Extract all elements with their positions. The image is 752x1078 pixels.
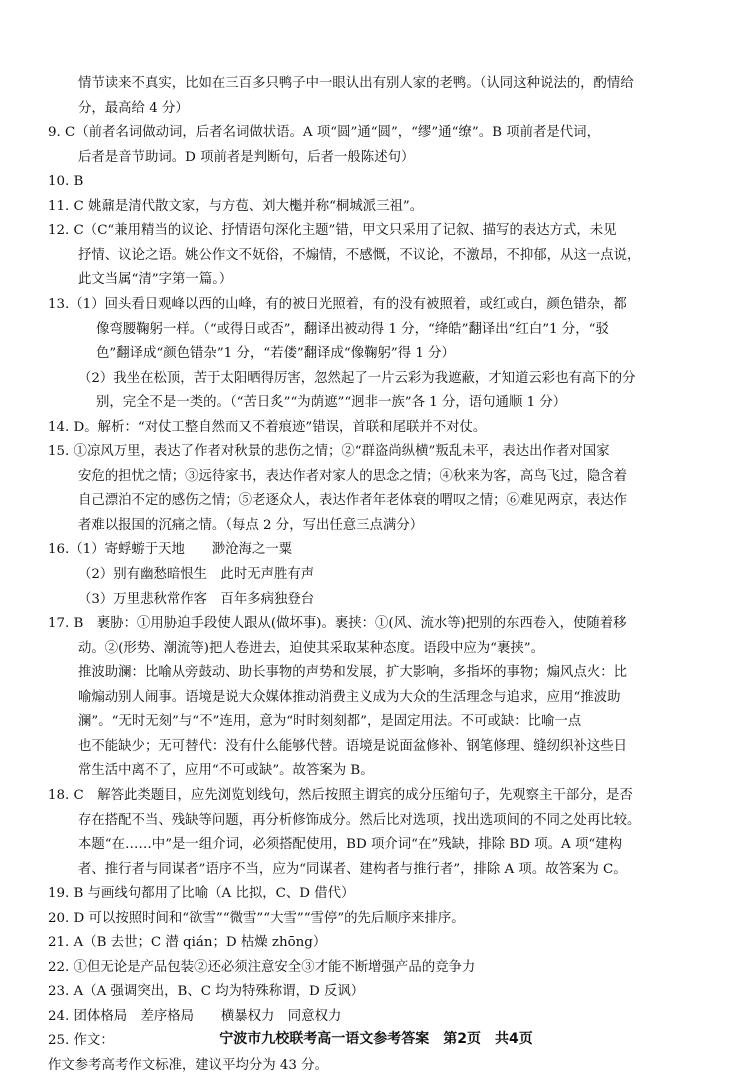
answer-line-q13c: 色”翻译成“颜色错杂”1 分，“若偻”翻译成“像鞠躬”得 1 分） — [96, 346, 455, 362]
answer-line-q16b: （2）别有幽愁暗恨生 此时无声胜有声 — [78, 567, 315, 582]
answer-line-q13d: （2）我坐在松顶，苦于太阳晒得厉害，忽然起了一片云彩为我遮蔽，才知道云彩也有高下的分 — [78, 370, 636, 386]
answer-line-q20: 20. D 可以按照时间和“欲雪”“微雪”“大雪”“雪停”的先后顺序来排序。 — [48, 910, 465, 926]
answer-line-q22: 22. ①但无论是产品包装②还必须注意安全③才能不断增强产品的竞争力 — [48, 959, 476, 975]
answer-line-q12b: 抒情、议论之语。姚公作文不妩俗，不煽情，不感慨，不议论，不激昂，不抑郁，从这一点说， — [78, 247, 641, 263]
answer-line-q17g: 常生活中离不了，应用“不可或缺”。故答案为 B。 — [78, 763, 374, 779]
answer-line-q23: 23. A（A 强调突出，B、C 均为特殊称谓，D 反讽） — [48, 984, 365, 1000]
page-footer: 宁波市九校联考高一语文参考答案 第2页 共4页 — [219, 1031, 533, 1047]
answer-line-q19: 19. B 与画线句都用了比喻（A 比拟，C、D 借代） — [48, 886, 355, 902]
answer-line-q11: 11. C 姚鼐是清代散文家，与方苞、刘大櫆并称“桐城派三祖”。 — [48, 198, 424, 214]
answer-line-q24: 24. 团体格局 差序格局 横暴权力 同意权力 — [48, 1008, 342, 1024]
answer-line-q17d: 喻煽动别人闹事。语境是说大众媒体推动消费主义成为大众的生活理念与追求，应用“推波助 — [78, 689, 621, 705]
answer-line-q9: 9. C（前者名词做动词，后者名词做状语。A 项“圆”通“圆”，“缪”通“缭”。B 项前者是代词， — [48, 125, 600, 141]
answer-line-q17c: 推波助澜：比喻从旁鼓动、助长事物的声势和发展，扩大影响，多指坏的事物；煽风点火：比 — [78, 665, 628, 681]
answer-line-q12: 12. C（C“兼用精当的议论、抒情语句深化主题”错，甲文只采用了记叙、描写的表达方式，未见 — [48, 223, 617, 239]
answer-line-q25: 25. 作文： — [48, 1033, 114, 1049]
answer-line-q18b: 存在搭配不当、残缺等问题，再分析修饰成分。然后比对选项，找出选项间的不同之处再比较。 — [78, 812, 641, 828]
answer-line-q17e: 澜”。“无时无刻”与“不”连用，意为“时时刻刻都”，是固定用法。不可或缺：比喻一点 — [78, 714, 582, 730]
answer-line-l1: 情节读来不真实，比如在三百多只鸭子中一眼认出有别人家的老鸭。（认同这种说法的，酌情给 — [78, 76, 634, 91]
answer-line-q15b: 安危的担忧之情；③远待家书，表达作者对家人的思念之情；④秋来为客，高鸟飞过，隐含着 — [78, 468, 628, 484]
answer-line-q9b: 后者是音节助词。D 项前者是判断句，后者一般陈述句） — [78, 149, 415, 165]
answer-line-q14: 14. D。解析：“对仗工整自然而又不着痕迹”错误，首联和尾联并不对仗。 — [48, 419, 487, 435]
answer-line-q18d: 者、推行者与同谋者”语序不当，应为“同谋者、建构者与推行者”，排除 A 项。故答案为 C。 — [78, 861, 627, 877]
answer-line-q17f: 也不能缺少；无可替代：没有什么能够代替。语境是说面盆修补、钢笔修理、缝纫织补这些日 — [78, 738, 628, 754]
answer-line-q18: 18. C 解答此类题目，应先浏览划线句，然后按照主谓宾的成分压缩句子，先观察主干部分，是否 — [48, 787, 633, 803]
answer-line-q12c: 此文当属“清”字第一篇。） — [78, 272, 233, 288]
answer-line-q10: 10. B — [48, 174, 84, 190]
answer-line-q18c: 本题“在……中”是一组介词，必须搭配使用，BD 项介词“在”残缺，排除 BD 项。A 项“建构 — [78, 837, 622, 853]
answer-line-q17: 17. B 裹胁：①用胁迫手段使人跟从(做坏事)。裹挟：①(风、流水等)把别的东西卷入，使随着移 — [48, 616, 627, 632]
answer-line-q15: 15. ①凉风万里，表达了作者对秋景的悲伤之情；②“群盗尚纵横”叛乱未平，表达出作者对国家 — [48, 444, 610, 460]
answer-line-q21: 21. A（B 去世；C 潜 qián；D 枯燥 zhōng） — [48, 935, 327, 951]
answer-line-q16c: （3）万里悲秋常作客 百年多病独登台 — [78, 591, 315, 607]
answer-line-q15d: 者难以报国的沉痛之情。（每点 2 分，写出任意三点满分） — [78, 517, 424, 533]
answer-line-q13: 13.（1）回头看日观峰以西的山峰，有的被日光照着，有的没有被照着，或红或白，颜色错杂，都 — [48, 296, 627, 312]
answer-line-q25b: 作文参考高考作文标准，建议平均分为 43 分。 — [48, 1058, 328, 1073]
answer-line-q13e: 别，完全不是一类的。（“苦日炙”“为荫遮”“迥非一族”各 1 分，语句通顺 1 分） — [96, 395, 567, 411]
answer-line-q16: 16.（1）寄蜉蝣于天地 渺沧海之一粟 — [48, 542, 293, 558]
answer-line-q17b: 动。②(形势、潮流等)把人卷进去，迫使其采取某种态度。语段中应为“裹挟”。 — [78, 640, 545, 656]
answer-line-l2: 分，最高给 4 分） — [78, 100, 189, 116]
answer-line-q15c: 自己漂泊不定的感伤之情；⑤老逐众人，表达作者年老体衰的喟叹之情；⑥难见两京，表达作 — [78, 493, 628, 509]
answer-line-q13b: 像弯腰鞠躬一样。（“或得日或否”，翻译出被动得 1 分，“绛皓”翻译出“红白”1 分，“驳 — [96, 321, 609, 337]
